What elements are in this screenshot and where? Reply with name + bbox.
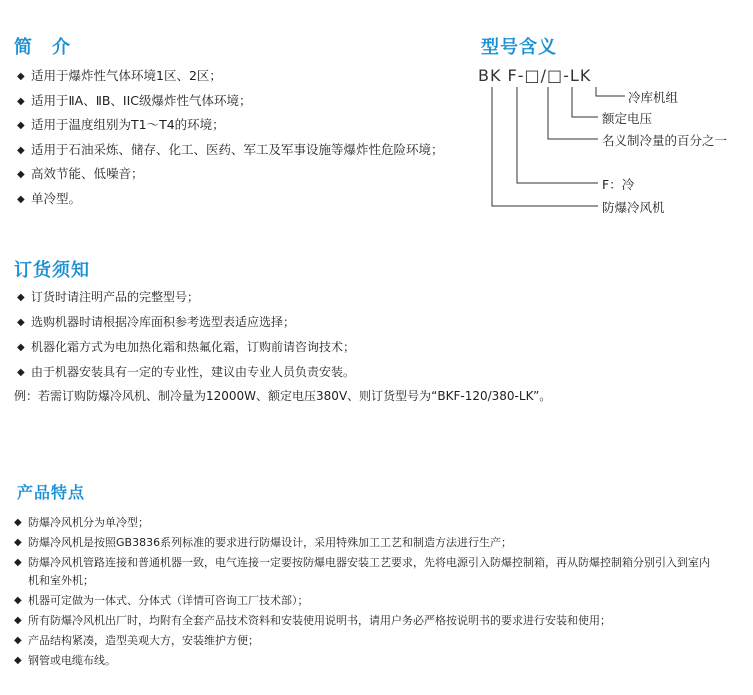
list-item: ◆ 由于机器安装具有一定的专业性，建议由专业人员负责安装。 <box>17 362 355 387</box>
list-item: ◆ 防爆冷风机管路连接和普通机器一致，电气连接一定要按防爆电器安装工艺要求，先将电源引入防爆控制箱，再从防爆控制箱分别引入到室内机和室外机； <box>14 556 710 587</box>
order-heading: 订货须知 <box>14 260 90 281</box>
line-explosion <box>492 87 598 206</box>
model-label-cooling: F：冷 <box>602 177 635 192</box>
list-item: ◆ 产品结构紧凑，造型美观大方，安装维护方便； <box>14 632 718 650</box>
list-item: ◆ 高效节能、低噪音； <box>17 164 444 189</box>
model-label-explosion: 防爆冷风机 <box>602 200 665 215</box>
diamond-bullet-icon: ◆ <box>14 557 22 568</box>
diamond-bullet-icon: ◆ <box>17 292 25 303</box>
diamond-bullet-icon: ◆ <box>14 537 22 548</box>
diamond-bullet-icon: ◆ <box>14 655 22 666</box>
diamond-bullet-icon: ◆ <box>17 144 25 156</box>
list-item: ◆ 适用于温度组别为T1～T4的环境； <box>17 115 444 140</box>
diamond-bullet-icon: ◆ <box>17 317 25 328</box>
intro-heading: 简 介 <box>14 37 71 58</box>
list-item: ◆ 适用于爆炸性气体环境1区、2区； <box>17 66 444 91</box>
features-list <box>14 514 718 672</box>
list-item: ◆ 选购机器时请根据冷库面积参考选型表适应选择； <box>17 312 355 337</box>
model-label-unit: 冷库机组 <box>628 90 679 105</box>
line-cooling <box>517 87 598 183</box>
diamond-bullet-icon: ◆ <box>17 120 25 131</box>
diamond-bullet-icon: ◆ <box>17 367 25 378</box>
diamond-bullet-icon: ◆ <box>14 635 22 646</box>
list-item: ◆ 订货时请注明产品的完整型号； <box>17 287 355 312</box>
diamond-bullet-icon: ◆ <box>14 595 22 606</box>
line-unit <box>596 87 625 96</box>
list-item: ◆ 防爆冷风机是按照GB3836系列标准的要求进行防爆设计，采用特殊加工工艺和制造方法进行生产； <box>14 534 718 552</box>
list-item: ◆ 机器可定做为一体式、分体式（详情可咨询工厂技术部）； <box>14 592 718 610</box>
model-label-capacity: 名义制冷量的百分之一 <box>602 133 728 148</box>
diamond-bullet-icon: ◆ <box>17 193 25 205</box>
list-item: ◆ 防爆冷风机分为单冷型； <box>14 514 718 532</box>
list-item: ◆ 单冷型。 <box>17 189 444 214</box>
diamond-bullet-icon: ◆ <box>14 615 22 626</box>
diamond-bullet-icon: ◆ <box>17 169 25 180</box>
line-voltage <box>572 87 598 117</box>
diamond-bullet-icon: ◆ <box>17 95 25 107</box>
model-code: BK F-□/□-LK <box>478 66 592 85</box>
diamond-bullet-icon: ◆ <box>17 71 25 82</box>
model-heading: 型号含义 <box>481 37 557 58</box>
diamond-bullet-icon: ◆ <box>17 342 25 353</box>
list-item: ◆ 所有防爆冷风机出厂时，均附有全套产品技术资料和安装使用说明书，请用户务必严格按说明书的要求进行安装和使用； <box>14 612 718 630</box>
list-item: ◆ 钢管或电缆布线。 <box>14 652 718 670</box>
features-heading: 产品特点 <box>17 483 86 502</box>
line-capacity <box>548 87 598 139</box>
list-item: ◆ 适用于石油采炼、储存、化工、医药、军工及军事设施等爆炸性危险环境； <box>17 140 444 165</box>
order-example: 例：若需订购防爆冷风机、制冷量为12000W、额定电压380V、则订货型号为“BKF-120/380-LK”。 <box>14 389 552 403</box>
list-item: ◆ 机器化霜方式为电加热化霜和热氟化霜，订购前请咨询技术； <box>17 337 355 362</box>
order-list <box>17 287 355 387</box>
diamond-bullet-icon: ◆ <box>14 517 22 528</box>
list-item: ◆ 适用于ⅡA、ⅡB、IIC级爆炸性气体环境； <box>17 91 444 116</box>
model-label-voltage: 额定电压 <box>602 111 653 126</box>
